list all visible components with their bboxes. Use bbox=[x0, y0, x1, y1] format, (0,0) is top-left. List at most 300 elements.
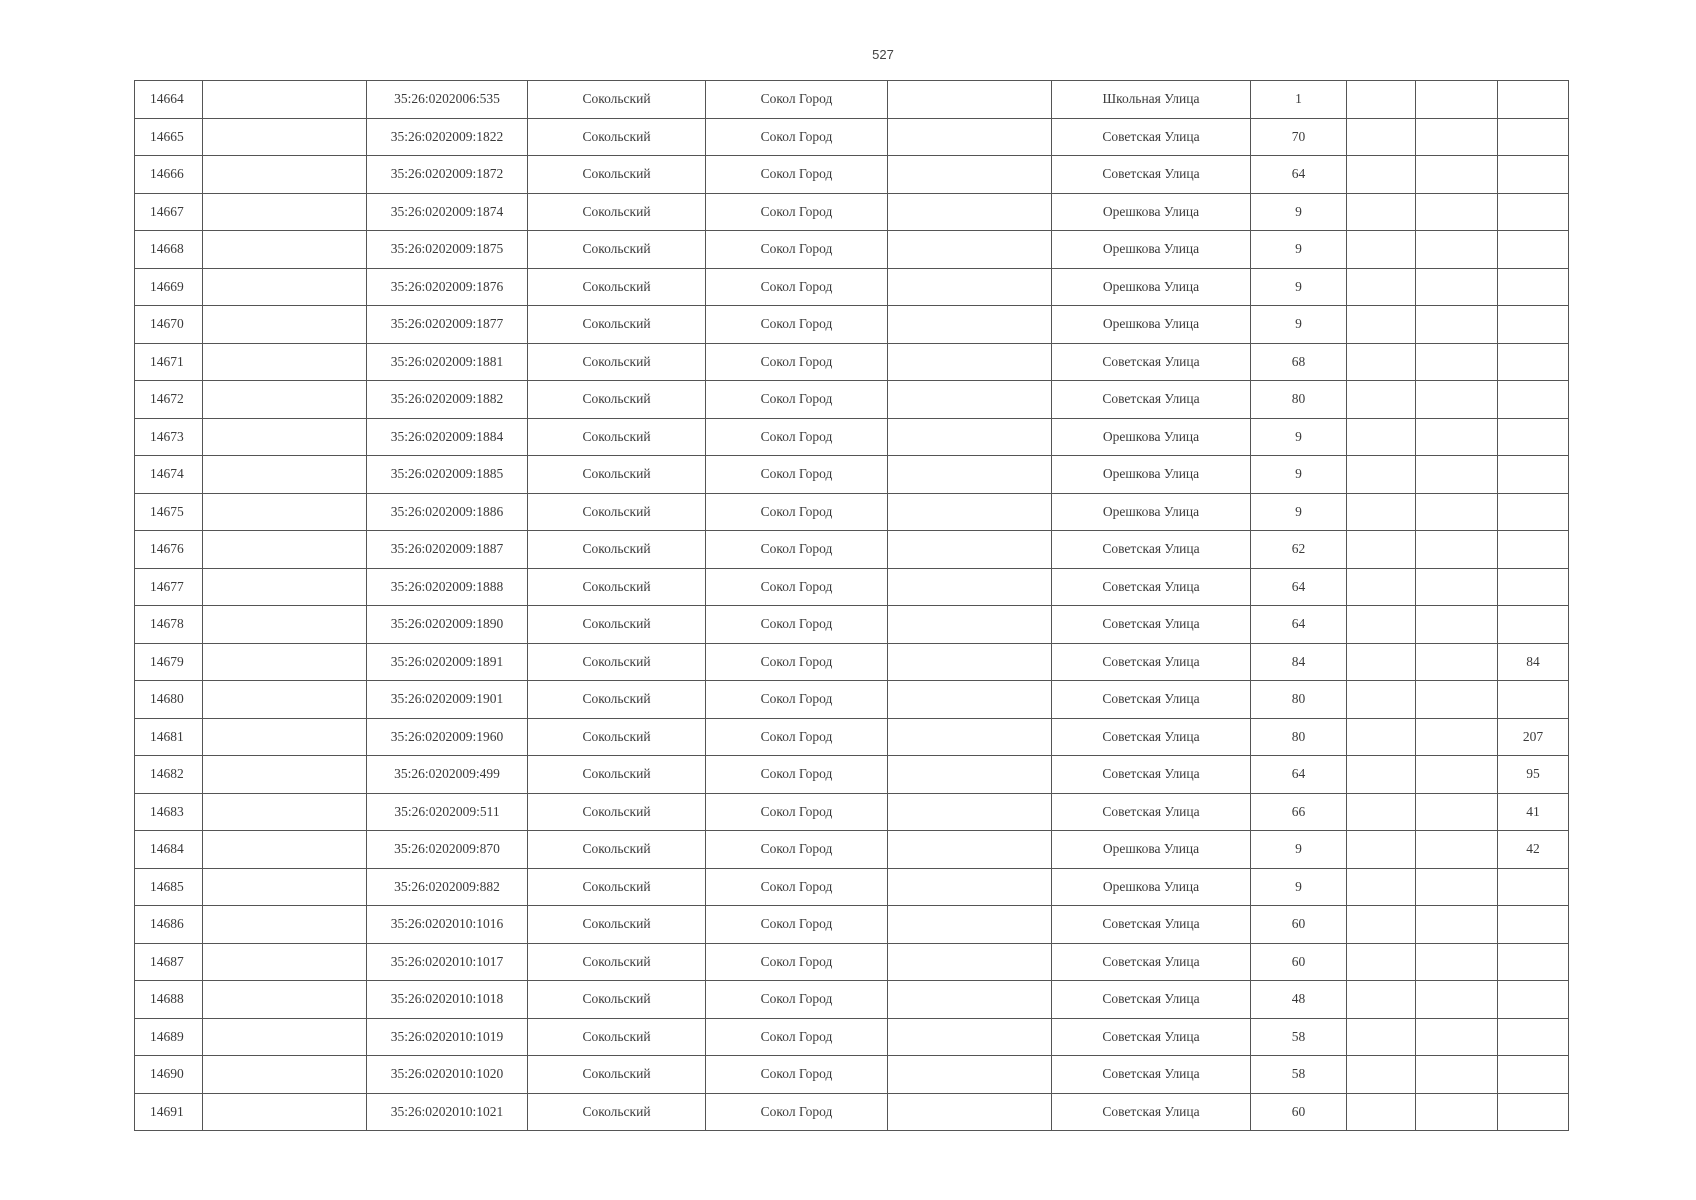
house-number-cell: 68 bbox=[1251, 343, 1347, 381]
house-number-cell: 48 bbox=[1251, 981, 1347, 1019]
settlement-cell: Сокол Город bbox=[706, 981, 888, 1019]
house-number-cell: 64 bbox=[1251, 568, 1347, 606]
blank-cell bbox=[1347, 643, 1416, 681]
row-number-cell: 14675 bbox=[135, 493, 203, 531]
row-number-cell: 14689 bbox=[135, 1018, 203, 1056]
blank-cell bbox=[1347, 906, 1416, 944]
house-number-cell: 62 bbox=[1251, 531, 1347, 569]
district-cell: Сокольский bbox=[528, 1056, 706, 1094]
row-number-cell: 14679 bbox=[135, 643, 203, 681]
blank-cell bbox=[888, 1093, 1052, 1131]
blank-cell bbox=[888, 1056, 1052, 1094]
cadastral-number-cell: 35:26:0202009:1822 bbox=[367, 118, 528, 156]
blank-cell bbox=[203, 643, 367, 681]
row-number-cell: 14673 bbox=[135, 418, 203, 456]
blank-cell bbox=[1416, 568, 1498, 606]
extra-number-cell bbox=[1498, 1056, 1569, 1094]
house-number-cell: 84 bbox=[1251, 643, 1347, 681]
settlement-cell: Сокол Город bbox=[706, 193, 888, 231]
district-cell: Сокольский bbox=[528, 831, 706, 869]
house-number-cell: 60 bbox=[1251, 943, 1347, 981]
cadastral-number-cell: 35:26:0202009:1888 bbox=[367, 568, 528, 606]
street-cell: Орешкова Улица bbox=[1052, 456, 1251, 494]
blank-cell bbox=[1416, 456, 1498, 494]
district-cell: Сокольский bbox=[528, 981, 706, 1019]
extra-number-cell bbox=[1498, 868, 1569, 906]
house-number-cell: 9 bbox=[1251, 306, 1347, 344]
extra-number-cell bbox=[1498, 343, 1569, 381]
table-row bbox=[135, 81, 1569, 119]
row-number-cell: 14685 bbox=[135, 868, 203, 906]
table-row bbox=[135, 268, 1569, 306]
blank-cell bbox=[1416, 906, 1498, 944]
blank-cell bbox=[203, 156, 367, 194]
cadastral-number-cell: 35:26:0202010:1018 bbox=[367, 981, 528, 1019]
blank-cell bbox=[1347, 81, 1416, 119]
extra-number-cell bbox=[1498, 81, 1569, 119]
street-cell: Советская Улица bbox=[1052, 568, 1251, 606]
blank-cell bbox=[888, 756, 1052, 794]
street-cell: Советская Улица bbox=[1052, 606, 1251, 644]
street-cell: Советская Улица bbox=[1052, 343, 1251, 381]
blank-cell bbox=[888, 868, 1052, 906]
extra-number-cell: 41 bbox=[1498, 793, 1569, 831]
blank-cell bbox=[888, 343, 1052, 381]
blank-cell bbox=[203, 531, 367, 569]
blank-cell bbox=[1347, 1056, 1416, 1094]
settlement-cell: Сокол Город bbox=[706, 868, 888, 906]
extra-number-cell bbox=[1498, 681, 1569, 719]
house-number-cell: 9 bbox=[1251, 456, 1347, 494]
cadastral-number-cell: 35:26:0202009:882 bbox=[367, 868, 528, 906]
blank-cell bbox=[1416, 343, 1498, 381]
street-cell: Советская Улица bbox=[1052, 981, 1251, 1019]
house-number-cell: 1 bbox=[1251, 81, 1347, 119]
street-cell: Орешкова Улица bbox=[1052, 868, 1251, 906]
house-number-cell: 60 bbox=[1251, 906, 1347, 944]
blank-cell bbox=[203, 568, 367, 606]
table-row bbox=[135, 156, 1569, 194]
house-number-cell: 9 bbox=[1251, 231, 1347, 269]
extra-number-cell bbox=[1498, 906, 1569, 944]
blank-cell bbox=[888, 268, 1052, 306]
house-number-cell: 9 bbox=[1251, 831, 1347, 869]
blank-cell bbox=[888, 831, 1052, 869]
extra-number-cell bbox=[1498, 156, 1569, 194]
district-cell: Сокольский bbox=[528, 418, 706, 456]
settlement-cell: Сокол Город bbox=[706, 756, 888, 794]
district-cell: Сокольский bbox=[528, 268, 706, 306]
table-row bbox=[135, 793, 1569, 831]
street-cell: Советская Улица bbox=[1052, 156, 1251, 194]
settlement-cell: Сокол Город bbox=[706, 1093, 888, 1131]
district-cell: Сокольский bbox=[528, 568, 706, 606]
blank-cell bbox=[888, 381, 1052, 419]
cadastral-number-cell: 35:26:0202010:1020 bbox=[367, 1056, 528, 1094]
row-number-cell: 14688 bbox=[135, 981, 203, 1019]
blank-cell bbox=[203, 193, 367, 231]
street-cell: Советская Улица bbox=[1052, 1093, 1251, 1131]
extra-number-cell: 95 bbox=[1498, 756, 1569, 794]
blank-cell bbox=[888, 156, 1052, 194]
extra-number-cell bbox=[1498, 193, 1569, 231]
blank-cell bbox=[1347, 1093, 1416, 1131]
blank-cell bbox=[1416, 943, 1498, 981]
cadastral-number-cell: 35:26:0202009:1901 bbox=[367, 681, 528, 719]
cadastral-number-cell: 35:26:0202010:1021 bbox=[367, 1093, 528, 1131]
cadastral-number-cell: 35:26:0202009:499 bbox=[367, 756, 528, 794]
blank-cell bbox=[1416, 1056, 1498, 1094]
house-number-cell: 64 bbox=[1251, 606, 1347, 644]
house-number-cell: 66 bbox=[1251, 793, 1347, 831]
blank-cell bbox=[1347, 156, 1416, 194]
settlement-cell: Сокол Город bbox=[706, 1056, 888, 1094]
row-number-cell: 14668 bbox=[135, 231, 203, 269]
extra-number-cell: 42 bbox=[1498, 831, 1569, 869]
blank-cell bbox=[203, 943, 367, 981]
blank-cell bbox=[1416, 981, 1498, 1019]
blank-cell bbox=[1347, 418, 1416, 456]
street-cell: Советская Улица bbox=[1052, 118, 1251, 156]
table-row bbox=[135, 193, 1569, 231]
street-cell: Советская Улица bbox=[1052, 1018, 1251, 1056]
blank-cell bbox=[203, 718, 367, 756]
blank-cell bbox=[1347, 268, 1416, 306]
row-number-cell: 14667 bbox=[135, 193, 203, 231]
blank-cell bbox=[888, 568, 1052, 606]
street-cell: Орешкова Улица bbox=[1052, 268, 1251, 306]
blank-cell bbox=[888, 943, 1052, 981]
blank-cell bbox=[203, 456, 367, 494]
district-cell: Сокольский bbox=[528, 756, 706, 794]
cadastral-number-cell: 35:26:0202009:1881 bbox=[367, 343, 528, 381]
extra-number-cell bbox=[1498, 306, 1569, 344]
table-row bbox=[135, 568, 1569, 606]
row-number-cell: 14677 bbox=[135, 568, 203, 606]
row-number-cell: 14687 bbox=[135, 943, 203, 981]
table-row bbox=[135, 306, 1569, 344]
district-cell: Сокольский bbox=[528, 793, 706, 831]
extra-number-cell bbox=[1498, 268, 1569, 306]
table-row bbox=[135, 418, 1569, 456]
blank-cell bbox=[888, 531, 1052, 569]
blank-cell bbox=[203, 118, 367, 156]
table-row bbox=[135, 643, 1569, 681]
street-cell: Орешкова Улица bbox=[1052, 418, 1251, 456]
district-cell: Сокольский bbox=[528, 493, 706, 531]
row-number-cell: 14682 bbox=[135, 756, 203, 794]
street-cell: Советская Улица bbox=[1052, 943, 1251, 981]
table-row bbox=[135, 681, 1569, 719]
row-number-cell: 14672 bbox=[135, 381, 203, 419]
table-body bbox=[135, 81, 1569, 1131]
settlement-cell: Сокол Город bbox=[706, 718, 888, 756]
district-cell: Сокольский bbox=[528, 718, 706, 756]
cadastral-number-cell: 35:26:0202009:1886 bbox=[367, 493, 528, 531]
blank-cell bbox=[203, 268, 367, 306]
blank-cell bbox=[203, 306, 367, 344]
settlement-cell: Сокол Город bbox=[706, 456, 888, 494]
blank-cell bbox=[203, 81, 367, 119]
district-cell: Сокольский bbox=[528, 1093, 706, 1131]
blank-cell bbox=[1416, 681, 1498, 719]
extra-number-cell bbox=[1498, 568, 1569, 606]
table-row bbox=[135, 943, 1569, 981]
street-cell: Школьная Улица bbox=[1052, 81, 1251, 119]
blank-cell bbox=[888, 118, 1052, 156]
blank-cell bbox=[1416, 793, 1498, 831]
settlement-cell: Сокол Город bbox=[706, 793, 888, 831]
page-number: 527 bbox=[872, 47, 894, 62]
cadastral-number-cell: 35:26:0202009:1887 bbox=[367, 531, 528, 569]
blank-cell bbox=[203, 793, 367, 831]
blank-cell bbox=[203, 906, 367, 944]
settlement-cell: Сокол Город bbox=[706, 493, 888, 531]
settlement-cell: Сокол Город bbox=[706, 906, 888, 944]
cadastral-number-cell: 35:26:0202009:1875 bbox=[367, 231, 528, 269]
settlement-cell: Сокол Город bbox=[706, 81, 888, 119]
blank-cell bbox=[203, 606, 367, 644]
row-number-cell: 14680 bbox=[135, 681, 203, 719]
street-cell: Орешкова Улица bbox=[1052, 193, 1251, 231]
blank-cell bbox=[1347, 943, 1416, 981]
blank-cell bbox=[1416, 231, 1498, 269]
blank-cell bbox=[203, 381, 367, 419]
cadastral-number-cell: 35:26:0202009:1882 bbox=[367, 381, 528, 419]
blank-cell bbox=[1347, 193, 1416, 231]
settlement-cell: Сокол Город bbox=[706, 568, 888, 606]
blank-cell bbox=[1347, 831, 1416, 869]
blank-cell bbox=[203, 1056, 367, 1094]
blank-cell bbox=[1347, 493, 1416, 531]
blank-cell bbox=[888, 456, 1052, 494]
street-cell: Советская Улица bbox=[1052, 643, 1251, 681]
district-cell: Сокольский bbox=[528, 943, 706, 981]
blank-cell bbox=[203, 343, 367, 381]
settlement-cell: Сокол Город bbox=[706, 681, 888, 719]
settlement-cell: Сокол Город bbox=[706, 118, 888, 156]
blank-cell bbox=[1416, 606, 1498, 644]
house-number-cell: 80 bbox=[1251, 718, 1347, 756]
street-cell: Орешкова Улица bbox=[1052, 831, 1251, 869]
table-row bbox=[135, 493, 1569, 531]
street-cell: Советская Улица bbox=[1052, 1056, 1251, 1094]
street-cell: Советская Улица bbox=[1052, 718, 1251, 756]
cadastral-number-cell: 35:26:0202009:1884 bbox=[367, 418, 528, 456]
blank-cell bbox=[1416, 868, 1498, 906]
blank-cell bbox=[888, 681, 1052, 719]
street-cell: Советская Улица bbox=[1052, 756, 1251, 794]
blank-cell bbox=[1347, 568, 1416, 606]
street-cell: Орешкова Улица bbox=[1052, 231, 1251, 269]
registry-table bbox=[134, 80, 1569, 1131]
blank-cell bbox=[1416, 1018, 1498, 1056]
table-row bbox=[135, 1093, 1569, 1131]
blank-cell bbox=[888, 1018, 1052, 1056]
extra-number-cell bbox=[1498, 1018, 1569, 1056]
blank-cell bbox=[1347, 681, 1416, 719]
blank-cell bbox=[888, 718, 1052, 756]
district-cell: Сокольский bbox=[528, 343, 706, 381]
blank-cell bbox=[1347, 756, 1416, 794]
street-cell: Советская Улица bbox=[1052, 681, 1251, 719]
settlement-cell: Сокол Город bbox=[706, 1018, 888, 1056]
house-number-cell: 80 bbox=[1251, 381, 1347, 419]
blank-cell bbox=[1347, 868, 1416, 906]
blank-cell bbox=[1416, 831, 1498, 869]
district-cell: Сокольский bbox=[528, 681, 706, 719]
row-number-cell: 14664 bbox=[135, 81, 203, 119]
row-number-cell: 14674 bbox=[135, 456, 203, 494]
table-row bbox=[135, 906, 1569, 944]
table-row bbox=[135, 1056, 1569, 1094]
table-row bbox=[135, 981, 1569, 1019]
extra-number-cell bbox=[1498, 418, 1569, 456]
blank-cell bbox=[888, 981, 1052, 1019]
house-number-cell: 9 bbox=[1251, 193, 1347, 231]
blank-cell bbox=[203, 418, 367, 456]
house-number-cell: 60 bbox=[1251, 1093, 1347, 1131]
table-row bbox=[135, 718, 1569, 756]
extra-number-cell bbox=[1498, 943, 1569, 981]
cadastral-number-cell: 35:26:0202009:1874 bbox=[367, 193, 528, 231]
blank-cell bbox=[888, 906, 1052, 944]
blank-cell bbox=[1416, 156, 1498, 194]
table-row bbox=[135, 531, 1569, 569]
cadastral-number-cell: 35:26:0202009:1877 bbox=[367, 306, 528, 344]
table-row bbox=[135, 456, 1569, 494]
row-number-cell: 14669 bbox=[135, 268, 203, 306]
blank-cell bbox=[1416, 718, 1498, 756]
district-cell: Сокольский bbox=[528, 193, 706, 231]
blank-cell bbox=[1416, 118, 1498, 156]
row-number-cell: 14670 bbox=[135, 306, 203, 344]
blank-cell bbox=[1347, 343, 1416, 381]
blank-cell bbox=[1416, 493, 1498, 531]
blank-cell bbox=[1416, 268, 1498, 306]
extra-number-cell bbox=[1498, 1093, 1569, 1131]
cadastral-number-cell: 35:26:0202010:1016 bbox=[367, 906, 528, 944]
row-number-cell: 14671 bbox=[135, 343, 203, 381]
row-number-cell: 14676 bbox=[135, 531, 203, 569]
blank-cell bbox=[203, 831, 367, 869]
blank-cell bbox=[203, 1093, 367, 1131]
cadastral-number-cell: 35:26:0202009:870 bbox=[367, 831, 528, 869]
settlement-cell: Сокол Город bbox=[706, 156, 888, 194]
settlement-cell: Сокол Город bbox=[706, 606, 888, 644]
district-cell: Сокольский bbox=[528, 531, 706, 569]
blank-cell bbox=[888, 793, 1052, 831]
blank-cell bbox=[1416, 531, 1498, 569]
row-number-cell: 14686 bbox=[135, 906, 203, 944]
table-row bbox=[135, 118, 1569, 156]
street-cell: Советская Улица bbox=[1052, 531, 1251, 569]
blank-cell bbox=[888, 418, 1052, 456]
cadastral-number-cell: 35:26:0202009:1885 bbox=[367, 456, 528, 494]
settlement-cell: Сокол Город bbox=[706, 531, 888, 569]
blank-cell bbox=[1416, 756, 1498, 794]
table-row bbox=[135, 1018, 1569, 1056]
district-cell: Сокольский bbox=[528, 868, 706, 906]
settlement-cell: Сокол Город bbox=[706, 381, 888, 419]
table-row bbox=[135, 343, 1569, 381]
street-cell: Советская Улица bbox=[1052, 906, 1251, 944]
extra-number-cell: 207 bbox=[1498, 718, 1569, 756]
district-cell: Сокольский bbox=[528, 1018, 706, 1056]
blank-cell bbox=[203, 1018, 367, 1056]
extra-number-cell bbox=[1498, 981, 1569, 1019]
blank-cell bbox=[1347, 306, 1416, 344]
house-number-cell: 58 bbox=[1251, 1018, 1347, 1056]
district-cell: Сокольский bbox=[528, 606, 706, 644]
blank-cell bbox=[1347, 231, 1416, 269]
blank-cell bbox=[1347, 381, 1416, 419]
district-cell: Сокольский bbox=[528, 456, 706, 494]
table-row bbox=[135, 231, 1569, 269]
row-number-cell: 14684 bbox=[135, 831, 203, 869]
street-cell: Советская Улица bbox=[1052, 793, 1251, 831]
house-number-cell: 9 bbox=[1251, 418, 1347, 456]
cadastral-number-cell: 35:26:0202009:1960 bbox=[367, 718, 528, 756]
blank-cell bbox=[1416, 643, 1498, 681]
extra-number-cell bbox=[1498, 493, 1569, 531]
table-row bbox=[135, 831, 1569, 869]
table-row bbox=[135, 381, 1569, 419]
row-number-cell: 14666 bbox=[135, 156, 203, 194]
district-cell: Сокольский bbox=[528, 306, 706, 344]
cadastral-number-cell: 35:26:0202009:511 bbox=[367, 793, 528, 831]
house-number-cell: 80 bbox=[1251, 681, 1347, 719]
blank-cell bbox=[888, 306, 1052, 344]
blank-cell bbox=[1347, 531, 1416, 569]
blank-cell bbox=[203, 756, 367, 794]
blank-cell bbox=[1347, 1018, 1416, 1056]
extra-number-cell bbox=[1498, 231, 1569, 269]
blank-cell bbox=[1416, 1093, 1498, 1131]
blank-cell bbox=[1347, 981, 1416, 1019]
blank-cell bbox=[888, 606, 1052, 644]
blank-cell bbox=[203, 493, 367, 531]
settlement-cell: Сокол Город bbox=[706, 418, 888, 456]
district-cell: Сокольский bbox=[528, 81, 706, 119]
blank-cell bbox=[1347, 793, 1416, 831]
house-number-cell: 64 bbox=[1251, 756, 1347, 794]
district-cell: Сокольский bbox=[528, 231, 706, 269]
house-number-cell: 70 bbox=[1251, 118, 1347, 156]
blank-cell bbox=[888, 643, 1052, 681]
district-cell: Сокольский bbox=[528, 643, 706, 681]
blank-cell bbox=[203, 868, 367, 906]
house-number-cell: 9 bbox=[1251, 868, 1347, 906]
street-cell: Орешкова Улица bbox=[1052, 306, 1251, 344]
settlement-cell: Сокол Город bbox=[706, 268, 888, 306]
row-number-cell: 14691 bbox=[135, 1093, 203, 1131]
house-number-cell: 64 bbox=[1251, 156, 1347, 194]
table-row bbox=[135, 606, 1569, 644]
house-number-cell: 58 bbox=[1251, 1056, 1347, 1094]
extra-number-cell bbox=[1498, 456, 1569, 494]
blank-cell bbox=[203, 981, 367, 1019]
street-cell: Советская Улица bbox=[1052, 381, 1251, 419]
table-row bbox=[135, 756, 1569, 794]
extra-number-cell bbox=[1498, 531, 1569, 569]
row-number-cell: 14681 bbox=[135, 718, 203, 756]
district-cell: Сокольский bbox=[528, 118, 706, 156]
house-number-cell: 9 bbox=[1251, 268, 1347, 306]
extra-number-cell bbox=[1498, 381, 1569, 419]
cadastral-number-cell: 35:26:0202009:1891 bbox=[367, 643, 528, 681]
district-cell: Сокольский bbox=[528, 381, 706, 419]
